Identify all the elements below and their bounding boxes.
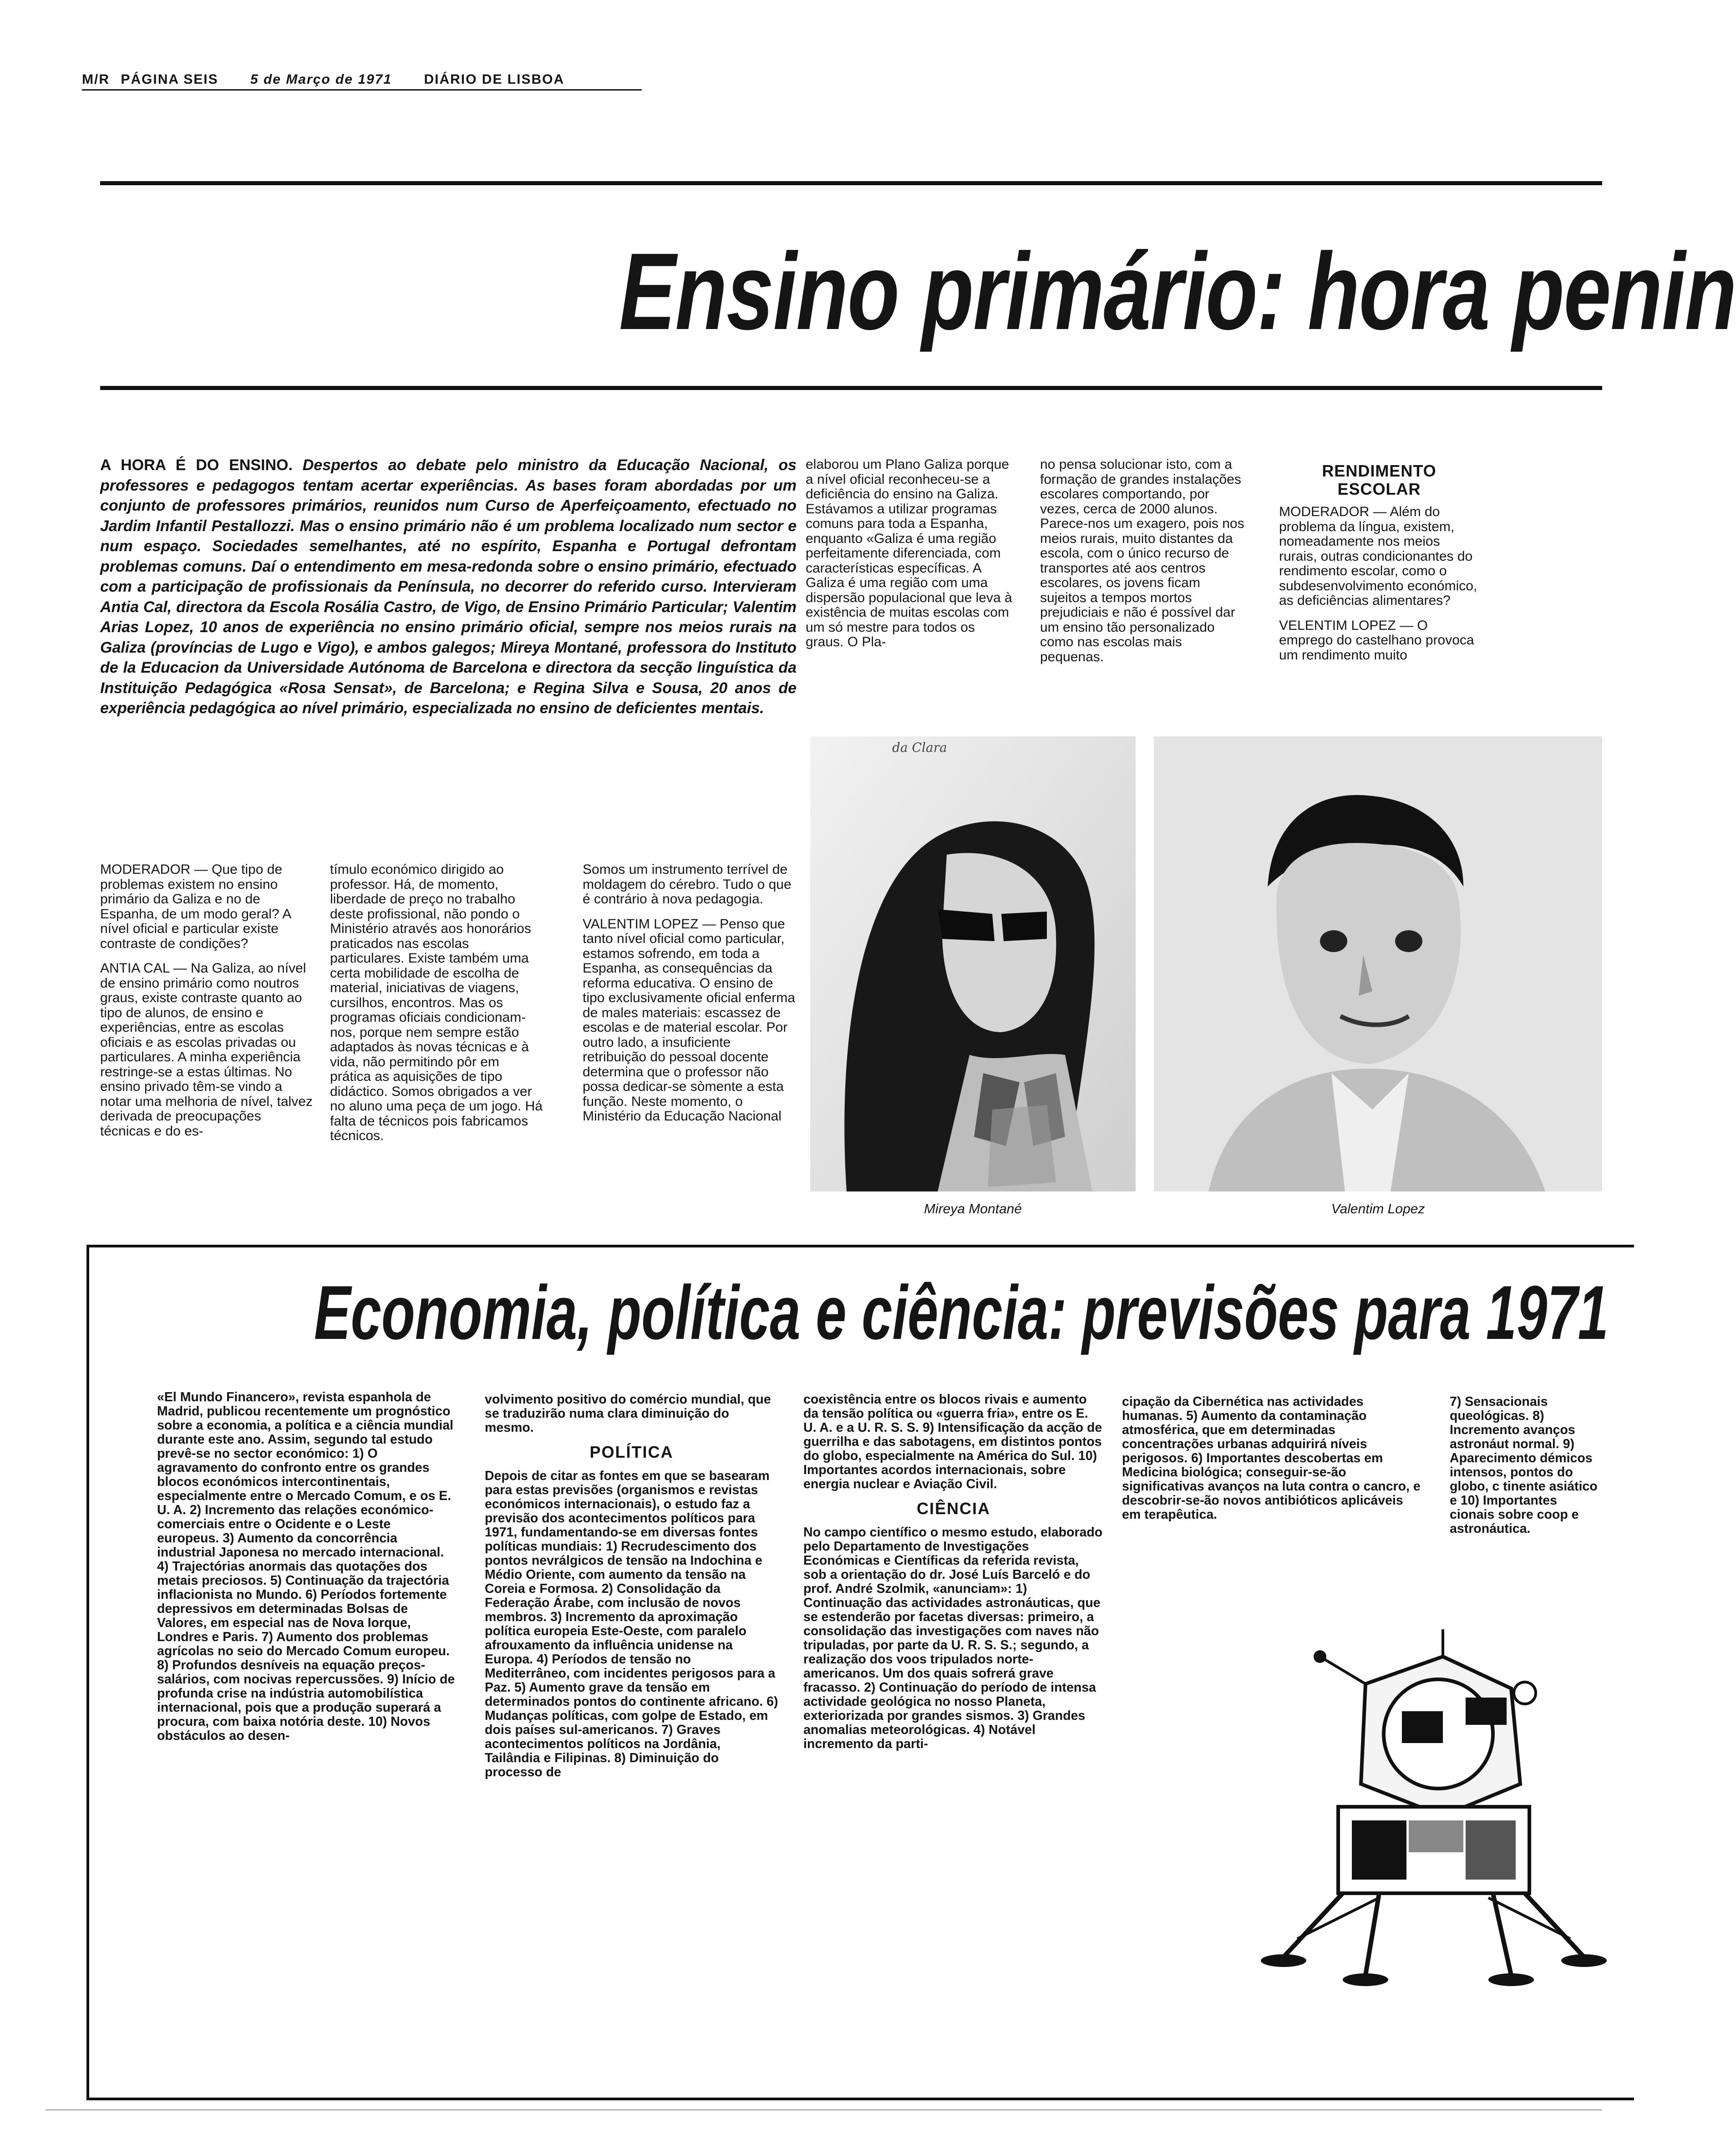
masthead-date: 5 de Março de 1971 <box>250 72 392 87</box>
col1-para-1: MODERADOR — Que tipo de problemas existem no ensino primário da Galiza e no de Espanha, de um modo geral? A nível oficial e particular existe contraste de condições? <box>100 862 291 951</box>
headline-top-rule <box>100 181 1602 185</box>
portrait-woman-image <box>810 736 1136 1191</box>
article1-col-2 <box>330 862 544 1154</box>
intro-lead: A HORA É DO ENSINO. <box>100 456 293 474</box>
col6-para-2: VELENTIM LOPEZ — O emprego do castelhano provoca um rendimento muito <box>1279 618 1474 663</box>
article1-col-4 <box>806 457 1015 660</box>
portrait-man-image <box>1154 736 1602 1191</box>
article2-col-1 <box>157 1390 455 1743</box>
caption-valentim-lopez: Valentim Lopez <box>1331 1201 1425 1216</box>
article2-col-5 <box>1450 1395 1604 1536</box>
photo-valentim-lopez <box>1154 736 1602 1191</box>
article2-col-2 <box>485 1393 778 1779</box>
a2-col2-top: volvimento positivo do comércio mundial, que se traduzirão numa clara diminuição do mesmo. <box>485 1392 771 1435</box>
masthead <box>82 72 674 87</box>
caption-mireya-montane: Mireya Montané <box>924 1201 1022 1216</box>
col1-para-2: ANTIA CAL — Na Galiza, ao nível de ensino primário como noutros graus, existe contraste quanto ao tipo de alunos, de ensino e experiências, entre as escolas oficiais e as escolas privadas ou particulares. A minha experiência restringe-se a estas últimas. No ensino privado têm-se vindo a notar uma melhoria de nível, talvez derivada de preocupações técnicas e do es- <box>100 961 313 1139</box>
a2-politica-subhead: POLÍTICA <box>589 1443 674 1461</box>
photo-handwriting: da Clara <box>892 740 947 755</box>
col6-subhead: RENDIMENTO ESCOLAR <box>1322 461 1437 498</box>
a2-col3-top: coexistência entre os blocos rivais e aumento da tensão política ou «guerra fria», entre os E. U. A. e a U. R. S. S. 9) Intensificação da acção de guerrilha e das sabotagens, em distintos pontos do globo, especialmente na América do Sul. 10) Importantes acordos internacionais, sobre energia nuclear e Aviação Civil. <box>803 1392 1102 1491</box>
article1-col-5 <box>1040 457 1249 674</box>
a2-ciencia-subhead: CIÊNCIA <box>916 1499 990 1518</box>
masthead-page: PÁGINA SEIS <box>121 72 218 87</box>
headline-clip <box>0 200 1736 355</box>
article1-col-1 <box>100 862 314 1149</box>
article2-col-5-clip <box>1450 1395 1602 1650</box>
col3-para-1: Somos um instrumento terrível de moldagem do cérebro. Tudo o que é contrário à nova pedagogia. <box>583 862 792 907</box>
lunar-module-illustration <box>1229 1620 1602 2007</box>
intro-text: Despertos ao debate pelo ministro da Educação Nacional, os professores e pedagogos tentam acertar experiências. As bases foram abordadas por um conjunto de professores primários, reunidos num Curso de Aperfeiçoamento, efectuado no Jardim Infantil Pestallozzi. Mas o ensino primário não é um problema localizado num sector e num espaço. Sociedades semelhantes, até no espírito, Espanha e Portugal defrontam problemas comuns. Daí o entendimento em mesa-redonda sobre o ensino primário, efectuado com a participação de profissionais da Península, no decorrer do referido curso. Intervieram Antia Cal, directora da Escola Rosália Castro, de Vigo, de Ensino Primário Particular; Valentim Arias Lopez, 10 anos de experiência no ensino primário oficial, sempre nos meios rurais na Galiza (províncias de Lugo e Vigo), e ambos galegos; Mireya Montané, professora do Instituto de la Educacion da Universidade Autónoma de Barcelona e directora da secção linguística da Instituição Pedagógica «Rosa Sensat», de Barcelona; e Regina Silva e Sousa, 20 anos de experiência pedagógica ao nível primário, especializada no ensino de deficientes mentais. <box>100 456 797 717</box>
col2-para-1: tímulo económico dirigido ao professor. Há, de momento, liberdade de preço no trabalho deste profissional, não pondo o Ministério através aos honorários praticados nas escolas particulares. Existe também uma certa mobilidade de escolha de material, iniciativas de viagens, cursilhos, encontros. Mas os programas oficiais condicionam-nos, porque nem sempre estão adaptados às novas técnicas e à vida, não permitindo pôr em prática as aquisições de tipo didáctico. Somos obrigados a ver no aluno uma peça de um jogo. Há falta de técnicos pois fabricamos técnicos. <box>330 862 543 1143</box>
col4-para-1: elaborou um Plano Galiza porque a nível oficial reconheceu-se a deficiência do ensino na Galiza. Estávamos a utilizar programas comuns para toda a Espanha, enquanto «Galiza é uma região perfeitamente diferenciada, com características específicas. A Galiza é uma região com uma dispersão populacional que leva à existência de muitas escolas com um só mestre para todos os graus. O Pla- <box>806 457 1012 649</box>
page-bottom-rule <box>46 2109 1602 2110</box>
masthead-paper: DIÁRIO DE LISBOA <box>424 72 565 87</box>
col5-para-1: no pensa solucionar isto, com a formação de grandes instalações escolares comportando, por vezes, cerca de 2000 alunos. Parece-nos um exagero, pois nos meios rurais, muito distantes da escola, com o único recurso de transportes até aos centros escolares, os jovens ficam sujeitos a tempos mortos prejudiciais e não é possível dar um ensino tão personalizado como nas escolas mais pequenas. <box>1040 457 1244 664</box>
article1-intro <box>100 455 797 719</box>
article2-headline: Economia, política e ciência: previsões para 1971 <box>314 1270 1609 1355</box>
article1-col-3 <box>583 862 797 1134</box>
masthead-rule <box>82 89 642 91</box>
col6-para-1: MODERADOR — Além do problema da língua, existem, nomeadamente nos meios rurais, outras condicionantes do rendimento escolar, como o subdesenvolvimento económico, as deficiências alimentares? <box>1279 504 1477 608</box>
a2-col5-text: 7) Sensacionais queológicas. 8) Incremento avanços astronáut normal. 9) Aparecimento démicos intensos, pontos do globo, c tinente asiático e 10) Importantes cionais sobre coop e astronáutica. <box>1450 1394 1598 1536</box>
a2-col3-rest: No campo científico o mesmo estudo, elaborado pelo Departamento de Investigações Económicas e Científicas da referida revista, sob a orientação do dr. José Luís Barceló e do prof. André Szolmik, «anunciam»: 1) Continuação das actividades astronáuticas, que se estenderão por facetas diversas: primeiro, a consolidação das investigações com naves não tripuladas, por parte da U. R. S. S.; segundo, a realização dos voos tripulados norte-americanos. Um dos quais sofrerá grave fracasso. 2) Continuação do período de intensa actividade geológica no nosso Planeta, exteriorizada por grandes sismos. 3) Grandes anomalias meteorológicas. 4) Notável incremento da parti- <box>803 1525 1103 1751</box>
a2-col1-text: «El Mundo Financero», revista espanhola de Madrid, publicou recentemente um prognóstico sobre a economia, a política e a ciência mundial durante este ano. Assim, segundo tal estudo prevê-se no sector económico: 1) O agravamento do confronto entre os grandes blocos económicos intercontinentais, especialmente entre o Mercado Comum, e os E. U. A. 2) Incremento das relações económico-comerciais entre o Ocidente e o Leste europeus. 3) Aumento da concorrência industrial Japonesa no mercado internacional. 4) Trajectórias anormais das quotações dos metais preciosos. 5) Continuação da trajectória inflacionista no Mundo. 6) Períodos fortemente depressivos em determinadas Bolsas de Valores, em especial nas de Nova Iorque, Londres e Paris. 7) Aumento dos problemas agrícolas no seio do Mercado Comum europeu. 8) Profundos desníveis na equação preços-salários, com nocivas repercussões. 9) Início de profunda crise na indústria automobilística internacional, pois que a produção superará a procura, com baixa notória deste. 10) Novos obstáculos ao desen- <box>157 1390 455 1743</box>
article2-col-3 <box>803 1393 1104 1751</box>
article2-col-4 <box>1122 1395 1422 1522</box>
col3-para-2: VALENTIM LOPEZ — Penso que tanto nível oficial como particular, estamos sofrendo, em toda a Espanha, as consequências da reforma educativa. O ensino de tipo exclusivamente oficial enferma de males materiais: escassez de escolas e de material escolar. Por outro lado, a insuficiente retribuição do pessoal docente determina que o professor não possa dedicar-se sòmente a esta função. Neste momento, o Ministério da Educação Nacional <box>583 916 795 1124</box>
masthead-logo: M/R <box>82 72 110 87</box>
photo-mireya-montane <box>810 736 1136 1191</box>
a2-col4-text: cipação da Cibernética nas actividades humanas. 5) Aumento da contaminação atmosférica, que em determinadas concentrações urbanas adquirirá níveis perigosos. 6) Importantes descobertas em Medicina biológica; conseguir-se-ão significativas avanços na luta contra o cancro, e descobrir-se-ão novos antibióticos aplicáveis em terapêutica. <box>1122 1394 1421 1522</box>
a2-col2-rest: Depois de citar as fontes em que se basearam para estas previsões (organismos e revistas económicos internacionais), o estudo faz a previsão dos acontecimentos políticos para 1971, fundamentando-se em diversas fontes políticas mundiais: 1) Recrudescimento dos pontos nevrálgicos de tensão na Indochina e Médio Oriente, com aumento da tensão na Coreia e Formosa. 2) Consolidação da Federação Árabe, com inclusão de novos membros. 3) Incremento da aproximação política europeia Este-Oeste, com paralelo afrouxamento da influência unidense na Europa. 4) Períodos de tensão no Mediterrâneo, com incidentes perigosos para a Paz. 5) Aumento grave da tensão em determinados pontos do continente africano. 6) Mudanças políticas, com golpe de Estado, em dois países sul-americanos. 7) Graves acontecimentos políticos na Jordânia, Tailândia e Filipinas. 8) Diminuição do processo de <box>485 1469 778 1779</box>
article1-headline: Ensino primário: hora penin <box>619 230 1736 352</box>
lunar-module-icon <box>1229 1620 1602 2007</box>
headline-bottom-rule <box>100 386 1602 390</box>
article1-col-6 <box>1279 462 1479 673</box>
